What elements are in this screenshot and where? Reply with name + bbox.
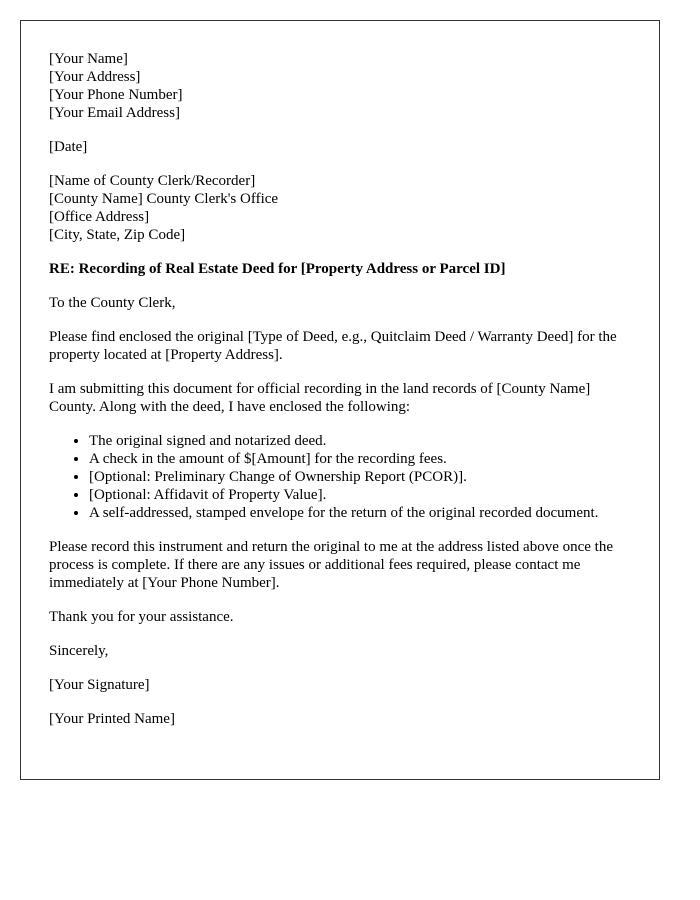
body-paragraph-2: I am submitting this document for official recording in the land records of [County Name] County. Along with the deed, I have enclosed the following: (49, 381, 591, 415)
sender-block (49, 50, 631, 122)
letter-page (20, 20, 660, 780)
recipient-address: [Office Address] (49, 209, 150, 225)
enclosure-item: • The original signed and notarized deed. (89, 432, 631, 450)
recipient-office: [County Name] County Clerk's Office (49, 191, 279, 207)
enclosure-list (49, 432, 631, 522)
body-paragraph-4: Thank you for your assistance. (49, 609, 234, 625)
recipient-name: [Name of County Clerk/Recorder] (49, 173, 256, 189)
body-paragraph-3: Please record this instrument and return the original to me at the address listed above once the process is complete. If there are any issues or additional fees required, please contact me immediately at [Your Phone Number]. (49, 539, 613, 591)
salutation: To the County Clerk, (49, 295, 176, 311)
subject-line: RE: Recording of Real Estate Deed for [Property Address or Parcel ID] (49, 261, 506, 277)
enclosure-item: • A self-addressed, stamped envelope for the return of the original recorded document. (89, 504, 631, 522)
letter-date: [Date] (49, 139, 88, 155)
sender-address: [Your Address] (49, 69, 141, 85)
enclosure-item: • [Optional: Preliminary Change of Ownership Report (PCOR)]. (89, 468, 631, 486)
recipient-city-state-zip: [City, State, Zip Code] (49, 227, 186, 243)
body-paragraph-1: Please find enclosed the original [Type of Deed, e.g., Quitclaim Deed / Warranty Deed] for the property located at [Property Address]. (49, 329, 617, 363)
enclosure-item: • [Optional: Affidavit of Property Value]. (89, 486, 631, 504)
enclosure-item: • A check in the amount of $[Amount] for the recording fees. (89, 450, 631, 468)
closing: Sincerely, (49, 643, 109, 659)
printed-name: [Your Printed Name] (49, 711, 175, 727)
signature-placeholder: [Your Signature] (49, 677, 150, 693)
sender-email: [Your Email Address] (49, 105, 180, 121)
sender-name: [Your Name] (49, 51, 128, 67)
sender-phone: [Your Phone Number] (49, 87, 183, 103)
recipient-block (49, 172, 631, 244)
